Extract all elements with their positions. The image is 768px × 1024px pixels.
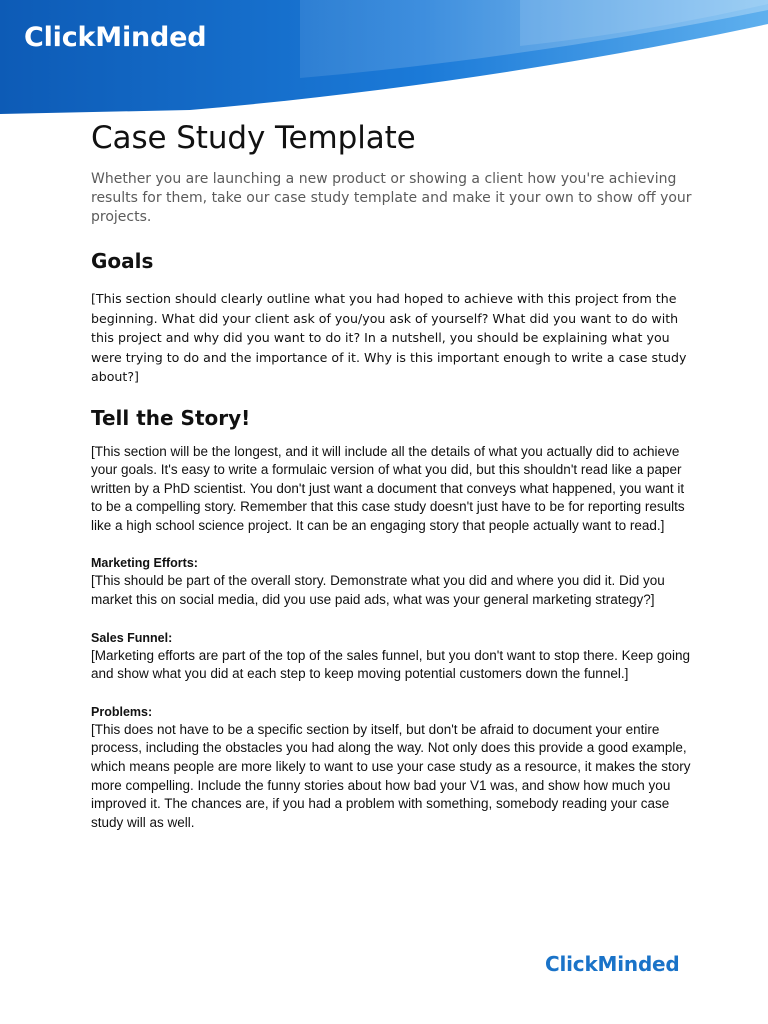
header-banner <box>0 0 768 114</box>
document-content <box>91 114 711 832</box>
story-body: [This section will be the longest, and it will include all the details of what you actually did to achieve your goals. It's easy to write a formulaic version of what you did, but this shouldn't read like a paper written by a PhD scientist. You don't just want a document that conveys what happened, you want it to be a compelling story. Remember that this case study doesn't just have to be for reporting results like a high school science project. It can be an engaging story that people actually want to read.] <box>91 443 685 533</box>
marketing-efforts-label: Marketing Efforts: <box>91 556 198 571</box>
problems-label: Problems: <box>91 704 153 719</box>
intro-paragraph: Whether you are launching a new product or showing a client how you're achieving results for them, take our case study template and make it your own to show off your projects. <box>91 171 692 225</box>
sales-funnel-label: Sales Funnel: <box>91 630 173 645</box>
problems-subsection <box>91 704 711 833</box>
footer-logo: ClickMinded <box>545 952 680 976</box>
sales-funnel-body: [Marketing efforts are part of the top of the sales funnel, but you don't want to stop there. Keep going and show what you did at each step to keep moving potential customers down the funnel.] <box>91 647 690 682</box>
goals-heading: Goals <box>91 249 154 273</box>
problems-body: [This does not have to be a specific section by itself, but don't be afraid to document your entire process, including the obstacles you had along the way. Not only does this provide a good example, which means people are more likely to want to use your case study as a resource, it makes the story more compelling. Include the funny stories about how bad your V1 was, and show how much you improved it. The chances are, if you had a problem with something, somebody reading your case study will as well. <box>91 721 691 830</box>
marketing-efforts-subsection <box>91 555 711 609</box>
sales-funnel-subsection <box>91 630 711 684</box>
document-title: Case Study Template <box>91 120 416 156</box>
goals-body: [This section should clearly outline what you had hoped to achieve with this project from the beginning. What did your client ask of you/you ask of yourself? What did you want to do with this project and why did you want to do it? In a nutshell, you should be explaining what you were trying to do and the importance of it. Why is this important enough to write a case study about?] <box>91 291 687 384</box>
story-heading: Tell the Story! <box>91 405 251 430</box>
header-logo: ClickMinded <box>24 22 207 53</box>
marketing-efforts-body: [This should be part of the overall story. Demonstrate what you did and where you did it. Did you market this on social media, did you use paid ads, what was your general marketing strategy?] <box>91 573 665 608</box>
header-wave-graphic <box>0 0 768 114</box>
goals-section <box>91 248 711 387</box>
story-section <box>91 405 711 833</box>
